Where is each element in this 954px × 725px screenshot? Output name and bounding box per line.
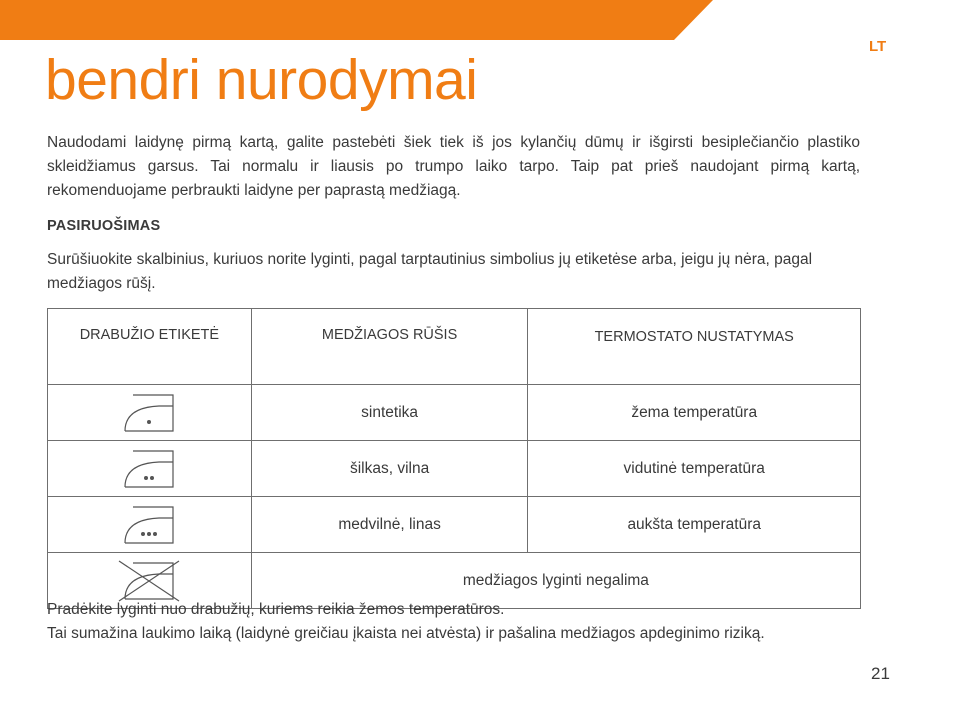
footer-paragraph-1: Pradėkite lyginti nuo drabužių, kuriems reikia žemos temperatūros. xyxy=(47,601,505,618)
header-thermostat-setting: TERMOSTATO NUSTATYMAS xyxy=(528,309,861,385)
fabric-cell: šilkas, vilna xyxy=(251,441,528,497)
iron-1-dot-icon xyxy=(119,393,179,433)
table-row xyxy=(48,497,861,553)
orange-header-band xyxy=(0,0,954,40)
table-row xyxy=(48,385,861,441)
iron-2-dots-icon xyxy=(119,449,179,489)
symbol-cell xyxy=(48,497,252,553)
page-title: bendri nurodymai xyxy=(45,48,478,112)
iron-3-dots-icon xyxy=(119,505,179,545)
symbol-cell xyxy=(48,385,252,441)
setting-cell: vidutinė temperatūra xyxy=(528,441,861,497)
section-heading-preparation: PASIRUOŠIMAS xyxy=(47,218,161,234)
no-iron-cell: medžiagos lyginti negalima xyxy=(251,553,860,609)
preparation-paragraph: Surūšiuokite skalbinius, kuriuos norite lyginti, pagal tarptautinius simbolius jų etiketėse arba, jeigu jų nėra, pagal medžiagos rūšį. xyxy=(47,251,813,292)
setting-cell: aukšta temperatūra xyxy=(528,497,861,553)
page-number: 21 xyxy=(871,664,890,683)
header-fabric-type: MEDŽIAGOS RŪŠIS xyxy=(251,309,528,385)
ironing-table xyxy=(47,308,861,609)
language-code: LT xyxy=(869,38,887,55)
fabric-cell: medvilnė, linas xyxy=(251,497,528,553)
setting-cell: žema temperatūra xyxy=(528,385,861,441)
symbol-cell xyxy=(48,441,252,497)
fabric-cell: sintetika xyxy=(251,385,528,441)
intro-paragraph: Naudodami laidynę pirmą kartą, galite pastebėti šiek tiek iš jos kylančių dūmų ir išgirsti besiplečiančio plastiko skleidžiamus garsus. Tai normalu ir liausis po trumpo laiko tarpo. Taip pat prieš naudojant pirmą kartą, rekomenduojame perbraukti laidyne per paprastą medžiagą. xyxy=(47,134,860,199)
header-label-tag: DRABUŽIO ETIKETĖ xyxy=(48,309,252,385)
iron-crossed-icon xyxy=(117,559,181,603)
table-header-row xyxy=(48,309,861,385)
footer-paragraph-2: Tai sumažina laukimo laiką (laidynė greičiau įkaista nei atvėsta) ir pašalina medžiagos apdeginimo riziką. xyxy=(47,625,765,642)
table-row xyxy=(48,441,861,497)
